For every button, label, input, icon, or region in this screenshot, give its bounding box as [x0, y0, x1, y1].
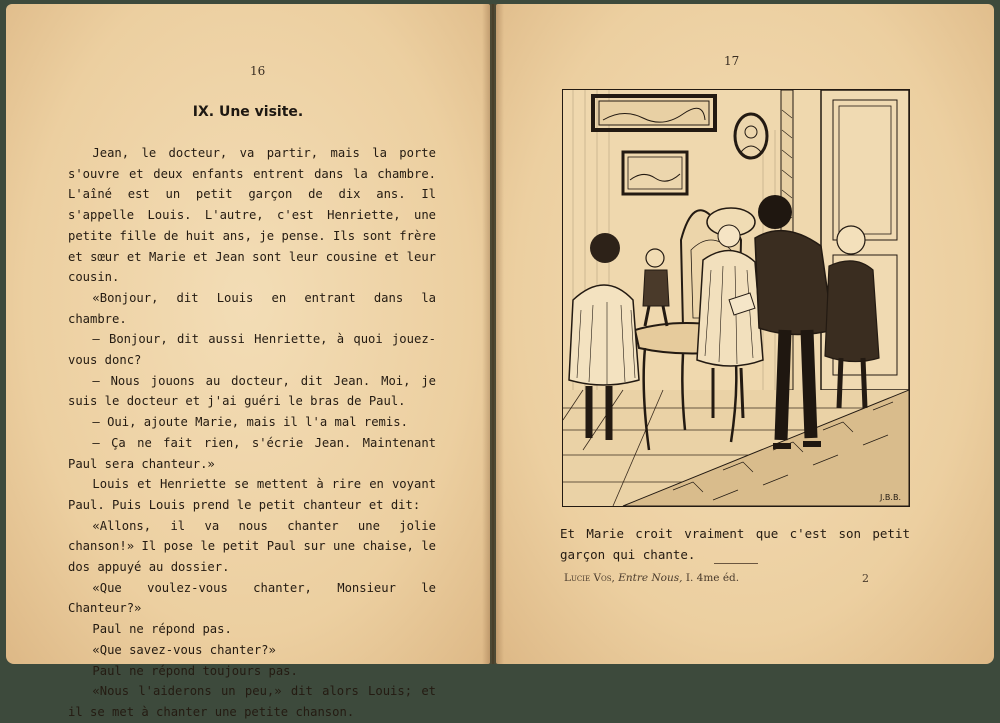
footer-edition: I. 4me éd.	[685, 572, 740, 584]
left-page	[6, 4, 490, 719]
sheet-number: 2	[862, 572, 869, 585]
book-gutter	[482, 4, 504, 664]
body-paragraph: — Nous jouons au docteur, dit Jean. Moi, je suis le docteur et j'ai guéri le bras de Paul.	[68, 373, 436, 409]
body-paragraph: Louis et Henriette se mettent à rire en voyant Paul. Puis Louis prend le petit chanteur et dit:	[68, 477, 436, 512]
right-page	[496, 4, 994, 664]
page-number-right: 17	[724, 54, 740, 68]
illustration-caption: Et Marie croit vraiment que c'est son petit garçon qui chante.	[560, 526, 910, 562]
body-paragraph: — Bonjour, dit aussi Henriette, à quoi jouez-vous donc?	[68, 332, 436, 368]
body-paragraph: «Allons, il va nous chanter une jolie chanson!» Il pose le petit Paul sur une chaise, le dos appuyé au dossier.	[68, 518, 436, 575]
body-paragraph: «Bonjour, dit Louis en entrant dans la chambre.	[68, 290, 436, 326]
open-book	[6, 4, 994, 719]
body-paragraph: «Que savez-vous chanter?»	[92, 642, 276, 657]
body-paragraph: Paul ne répond toujours pas.	[92, 663, 298, 678]
footer-author: Lucie Vos,	[564, 572, 615, 584]
body-paragraph: «Nous l'aiderons un peu,» dit alors Louis; et il se met à chanter une petite chanson.	[68, 684, 436, 719]
footer-title: Entre Nous,	[618, 572, 683, 584]
body-paragraph: — Ça ne fait rien, s'écrie Jean. Maintenant Paul sera chanteur.»	[68, 435, 436, 471]
body-paragraph: Jean, le docteur, va partir, mais la porte s'ouvre et deux enfants entrent dans la chambre. L'aîné est un petit garçon de dix ans. Il s'appelle Louis. L'autre, c'est Henriette, une petite fille de huit ans, je pense. Ils sont frère et sœur et Marie et Jean sont leur cousine et leur cousin.	[68, 146, 436, 285]
illustration-signature: J.B.B.	[880, 493, 901, 502]
footer-signature	[564, 572, 739, 584]
body-paragraph: Paul ne répond pas.	[92, 622, 232, 637]
body-paragraph: — Oui, ajoute Marie, mais il l'a mal remis.	[92, 415, 408, 430]
body-paragraph: «Que voulez-vous chanter, Monsieur le Chanteur?»	[68, 580, 436, 616]
illustration	[562, 89, 910, 507]
illustration-drawing	[563, 90, 909, 506]
body-text	[68, 143, 436, 723]
footer-rule	[714, 563, 758, 564]
page-number-left: 16	[250, 64, 266, 78]
chapter-title: IX. Une visite.	[192, 104, 304, 120]
